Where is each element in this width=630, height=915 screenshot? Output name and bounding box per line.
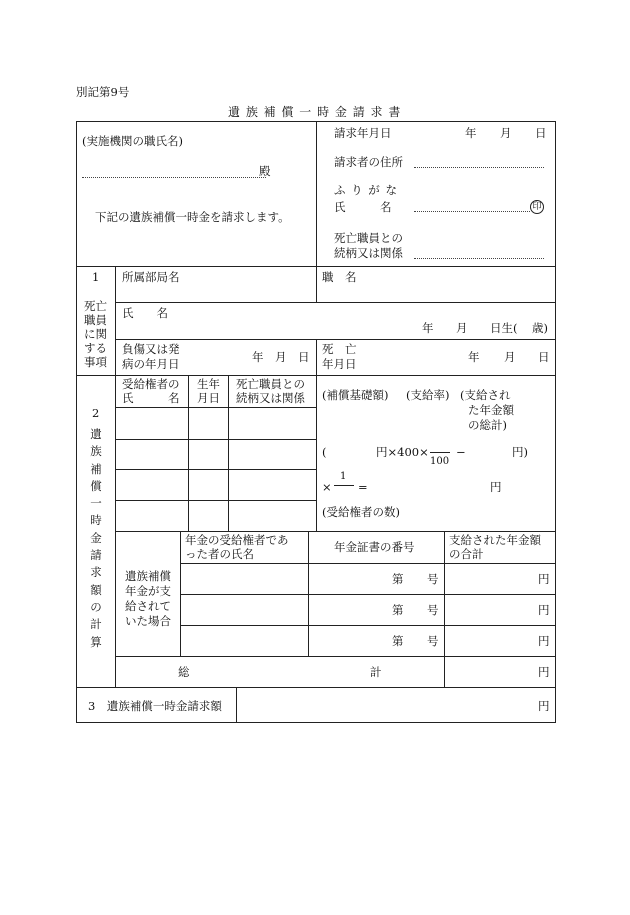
- section1-title: に関: [84, 327, 107, 341]
- claimant-name-field[interactable]: [414, 211, 530, 212]
- section2-number: 2: [92, 406, 100, 420]
- rule: [76, 687, 556, 688]
- col-relation: 死亡職員との: [236, 377, 305, 391]
- agency-field[interactable]: [82, 177, 266, 178]
- death-month: 月: [504, 350, 516, 364]
- col-relation: 続柄又は関係: [236, 391, 305, 405]
- calc-times: ×: [322, 480, 332, 494]
- rule: [115, 439, 316, 440]
- calc-base-label: (補償基礎額): [322, 388, 389, 402]
- death-date-label: 死 亡: [322, 342, 357, 356]
- position-label: 職 名: [322, 270, 357, 284]
- rule: [115, 266, 116, 687]
- yen-unit: 円: [538, 699, 550, 713]
- calc-minus: −: [456, 445, 466, 459]
- pension-case-label: いた場合: [125, 614, 171, 628]
- injury-month: 月: [275, 350, 287, 364]
- rule: [444, 531, 445, 687]
- relation-label: 死亡職員との: [334, 231, 403, 245]
- dept-label: 所属部局名: [122, 270, 180, 284]
- date-label: 請求年月日: [334, 126, 392, 140]
- seal-mark: 印: [530, 200, 544, 214]
- cert-no: 第: [392, 572, 404, 586]
- section2-title: 遺 族 補 償 一 時 金 請 求 額 の 計 算: [90, 427, 102, 649]
- cert-go: 号: [427, 634, 439, 648]
- date-year: 年: [465, 126, 477, 140]
- col-recipient: 氏 名: [122, 391, 180, 405]
- calc-yen: 円: [490, 480, 502, 494]
- calc-paid-label: (支給され: [460, 388, 511, 402]
- claimant-name-label: 氏 名: [334, 200, 392, 214]
- rule: [180, 531, 181, 656]
- total-label: 計: [370, 665, 382, 679]
- injury-date-label: 病の年月日: [122, 357, 180, 371]
- rule: [115, 531, 556, 532]
- col-birth: 月日: [197, 391, 220, 405]
- yen-unit: 円: [538, 665, 550, 679]
- section3-label: 3 遺族補償一時金請求額: [88, 699, 222, 713]
- relation-label: 続柄又は関係: [334, 246, 403, 260]
- cert-go: 号: [427, 603, 439, 617]
- pension-case-label: 給されて: [125, 599, 171, 613]
- rule: [180, 563, 556, 564]
- request-statement: 下記の遺族補償一時金を請求します。: [95, 210, 290, 224]
- section1-title: 事項: [84, 355, 107, 369]
- relation-field[interactable]: [414, 258, 544, 259]
- rule: [188, 375, 189, 531]
- rule: [228, 375, 229, 531]
- pension-name-header: 年金の受給権者であ: [185, 533, 289, 547]
- injury-day: 日: [298, 350, 310, 364]
- total-label: 総: [178, 665, 190, 679]
- rule: [115, 302, 556, 303]
- rule: [180, 594, 556, 595]
- pension-name-header: った者の氏名: [185, 547, 254, 561]
- rule: [180, 625, 556, 626]
- rule: [115, 500, 316, 501]
- yen-unit: 円: [538, 572, 550, 586]
- agency-label: (実施機関の職氏名): [82, 134, 183, 148]
- calc-paren: (: [322, 445, 327, 459]
- address-label: 請求者の住所: [334, 155, 403, 169]
- honorific: 殿: [259, 164, 271, 178]
- cert-go: 号: [427, 572, 439, 586]
- birth-year: 年: [422, 321, 434, 335]
- calc-rate-label: (支給率): [406, 388, 450, 402]
- section1-title: する: [84, 341, 107, 355]
- section1-number: 1: [92, 270, 100, 284]
- injury-year: 年: [252, 350, 264, 364]
- fraction-bar: [430, 452, 450, 453]
- birth-month: 月: [456, 321, 468, 335]
- calc-denominator: 100: [430, 456, 450, 467]
- col-recipient: 受給権者の: [122, 377, 180, 391]
- rule: [308, 531, 309, 656]
- calc-recipient-count: (受給権者の数): [322, 505, 400, 519]
- rule: [316, 339, 317, 531]
- rule: [115, 339, 556, 340]
- rule: [115, 407, 316, 408]
- calc-expression: 円×400×: [376, 445, 429, 459]
- death-year: 年: [468, 350, 480, 364]
- date-day: 日: [535, 126, 547, 140]
- pension-case-label: 年金が支: [125, 584, 171, 598]
- date-month: 月: [500, 126, 512, 140]
- form-number: 別記第9号: [76, 85, 130, 99]
- fraction-bar: [334, 485, 354, 486]
- address-field[interactable]: [414, 167, 544, 168]
- death-day: 日: [538, 350, 550, 364]
- injury-date-label: 負傷又は発: [122, 342, 180, 356]
- cert-no: 第: [392, 634, 404, 648]
- pension-case-label: 遺族補償: [125, 569, 171, 583]
- calc-equals: =: [358, 480, 368, 494]
- death-date-label: 年月日: [322, 357, 357, 371]
- col-birth: 生年: [197, 377, 220, 391]
- pension-cert-header: 年金証書の番号: [334, 540, 415, 554]
- section1-title: 死亡: [84, 299, 107, 313]
- section1-title: 職員: [84, 313, 107, 327]
- calc-paid-label: た年金額: [468, 403, 514, 417]
- age: 歳): [532, 321, 548, 335]
- rule: [316, 266, 317, 302]
- rule: [236, 687, 237, 723]
- calc-numerator: 1: [340, 471, 347, 482]
- yen-unit: 円: [538, 634, 550, 648]
- pension-total-header: 支給された年金額: [449, 533, 541, 547]
- yen-unit: 円: [538, 603, 550, 617]
- birth-day: 日生(: [490, 321, 518, 335]
- pension-total-header: の合計: [449, 547, 484, 561]
- deceased-name-label: 氏 名: [122, 306, 168, 320]
- rule: [316, 121, 317, 266]
- calc-paid-label: の総計): [468, 418, 507, 432]
- rule: [115, 656, 556, 657]
- rule: [115, 469, 316, 470]
- furigana-label: ふ り が な: [334, 183, 398, 197]
- calc-yen-close: 円): [512, 445, 528, 459]
- page-title: 遺 族 補 償 一 時 金 請 求 書: [228, 105, 402, 119]
- cert-no: 第: [392, 603, 404, 617]
